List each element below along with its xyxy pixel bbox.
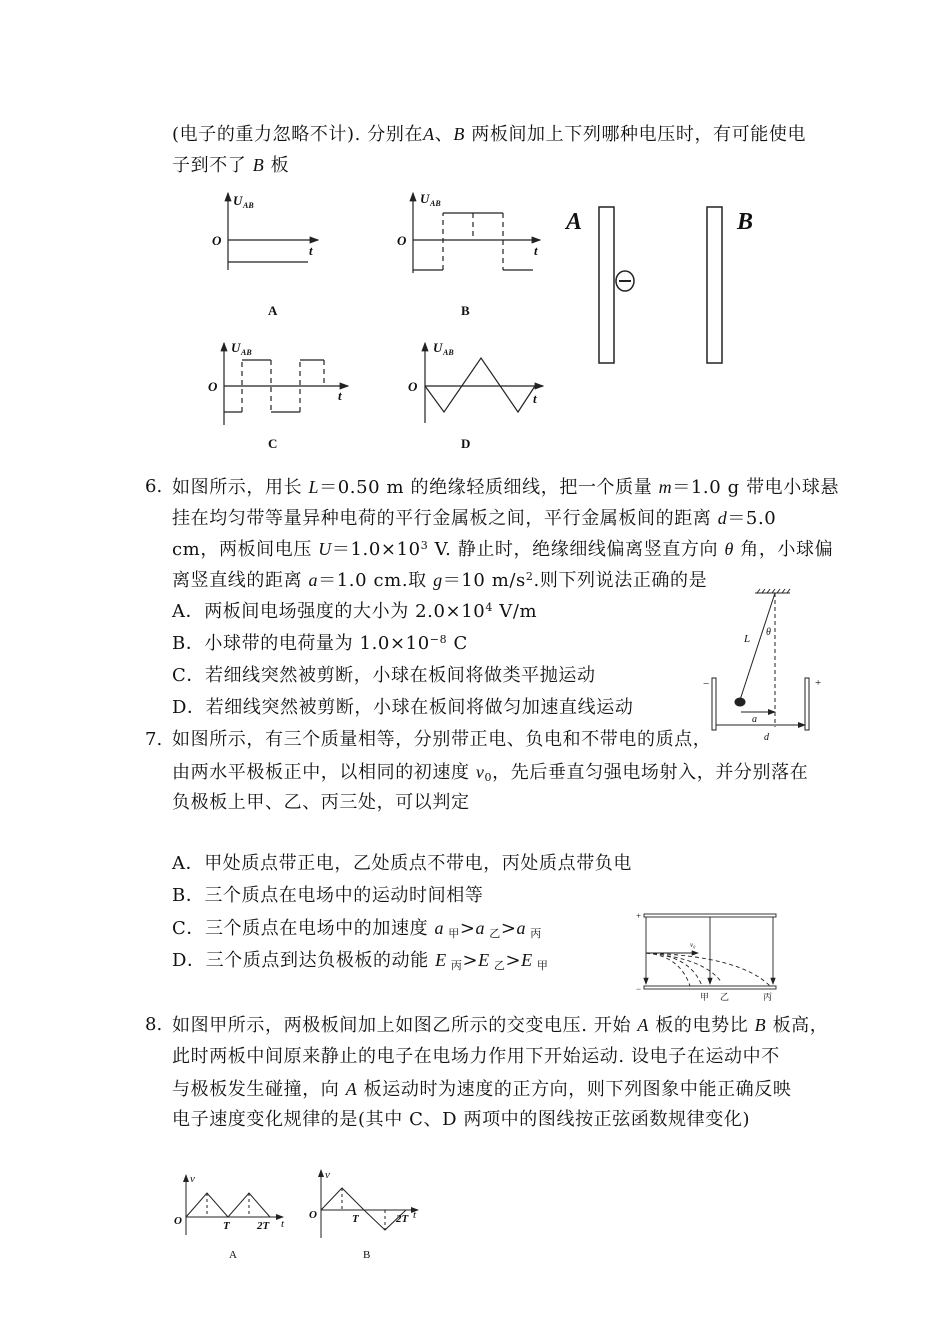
plate-b-label: B bbox=[737, 209, 754, 235]
svg-text:t: t bbox=[338, 388, 342, 403]
math-sub: 丙 bbox=[526, 927, 542, 940]
svg-text:t: t bbox=[534, 243, 538, 258]
voltage-graph-c bbox=[208, 340, 348, 451]
text-segment: 挂在均匀带等量异种电荷的平行金属板之间，平行金属板间的距离 bbox=[172, 508, 718, 529]
math-variable: A bbox=[345, 1079, 358, 1099]
math-sup: −8 bbox=[429, 633, 448, 646]
svg-text:U: U bbox=[233, 193, 243, 208]
math-variable: B bbox=[453, 124, 465, 144]
svg-text:T: T bbox=[352, 1213, 359, 1225]
text-segment: 板 bbox=[264, 155, 290, 176]
svg-text:+: + bbox=[815, 677, 822, 689]
math-sub: 丙 bbox=[446, 959, 463, 972]
text-segment: ＝1.0×10 bbox=[331, 539, 421, 560]
svg-text:d: d bbox=[764, 732, 769, 743]
svg-text:AB: AB bbox=[430, 199, 441, 208]
text-segment: > bbox=[505, 950, 522, 971]
text-segment: 子到不了 bbox=[172, 155, 253, 176]
text-segment: ＝1.0 g 带电小球悬 bbox=[672, 477, 840, 498]
svg-text:O: O bbox=[174, 1215, 182, 1227]
text-segment: 板高， bbox=[766, 1015, 829, 1036]
text-segment: 、 bbox=[434, 124, 454, 145]
math-sup: 2 bbox=[525, 570, 534, 583]
svg-text:T: T bbox=[223, 1220, 230, 1232]
text-segment: C．三个质点在电场中的加速度 bbox=[172, 918, 435, 939]
math-variable: g bbox=[433, 570, 443, 590]
text-segment: 如图甲所示，两极板间加上如图乙所示的交变电压. 开始 bbox=[172, 1015, 638, 1036]
svg-text:B: B bbox=[461, 303, 470, 318]
text-segment: 板的电势比 bbox=[648, 1015, 755, 1036]
math-sup: 4 bbox=[485, 601, 493, 614]
svg-text:2T: 2T bbox=[257, 1220, 270, 1232]
svg-text:O: O bbox=[397, 233, 407, 248]
math-variable: B bbox=[754, 1015, 767, 1035]
svg-text:U: U bbox=[231, 340, 241, 355]
text-segment: > bbox=[462, 950, 479, 971]
q7-deflection-figure bbox=[636, 911, 776, 1002]
math-variable: a bbox=[475, 918, 486, 938]
svg-text:乙: 乙 bbox=[720, 992, 730, 1002]
question-number: 8. bbox=[145, 1014, 163, 1035]
text-segment: A．甲处质点带正电，乙处质点不带电，丙处质点带负电 bbox=[172, 853, 632, 874]
text-segment: B．三个质点在电场中的运动时间相等 bbox=[172, 885, 484, 906]
svg-text:−: − bbox=[703, 678, 710, 690]
math-variable: m bbox=[658, 477, 673, 497]
svg-text:2T: 2T bbox=[396, 1213, 409, 1225]
svg-text:A: A bbox=[268, 303, 278, 318]
plate-a-label: A bbox=[566, 209, 583, 235]
math-variable: B bbox=[252, 155, 265, 175]
text-segment: ，先后垂直匀强电场射入，并分别落在 bbox=[492, 762, 809, 783]
text-segment: .则下列说法正确的是 bbox=[533, 570, 708, 591]
svg-text:丙: 丙 bbox=[763, 992, 773, 1002]
velocity-graph-b bbox=[309, 1169, 418, 1261]
svg-text:C: C bbox=[268, 436, 278, 451]
text-segment: 离竖直线的距离 bbox=[172, 570, 309, 591]
text-segment: D．若细线突然被剪断，小球在板间将做匀加速直线运动 bbox=[172, 697, 634, 718]
text-segment: 负极板上甲、乙、丙三处，可以判定 bbox=[172, 792, 470, 813]
svg-text:v: v bbox=[325, 1169, 330, 1181]
math-sup: 3 bbox=[420, 539, 429, 552]
svg-text:A: A bbox=[229, 1249, 237, 1261]
text-segment: D．三个质点到达负极板的动能 bbox=[172, 950, 436, 971]
svg-text:+: + bbox=[636, 911, 642, 921]
math-variable: L bbox=[308, 477, 320, 497]
text-segment: V/m bbox=[492, 601, 538, 622]
text-segment: C bbox=[447, 633, 468, 654]
svg-text:v: v bbox=[190, 1173, 195, 1185]
q6-pendulum-figure bbox=[703, 589, 821, 743]
text-segment: 如图所示，有三个质量相等，分别带正电、负电和不带电的质点， bbox=[172, 729, 712, 750]
question-number: 6. bbox=[145, 476, 163, 497]
svg-text:甲: 甲 bbox=[700, 992, 710, 1002]
text-segment: A．两板间电场强度的大小为 2.0×10 bbox=[172, 601, 486, 622]
text-segment: 如图所示，用长 bbox=[172, 477, 309, 498]
text-segment: ＝10 m/s bbox=[442, 570, 526, 591]
text-segment: ＝1.0 cm.取 bbox=[318, 570, 434, 591]
text-segment: 此时两板中间原来静止的电子在电场力作用下开始运动. 设电子在运动中不 bbox=[172, 1046, 780, 1067]
text-segment: 与极板发生碰撞，向 bbox=[172, 1079, 346, 1100]
svg-text:v₀: v₀ bbox=[690, 941, 696, 949]
math-variable: a bbox=[308, 570, 319, 590]
math-variable: A bbox=[423, 124, 435, 144]
svg-text:−: − bbox=[636, 984, 642, 994]
text-segment: B．小球带的电荷量为 1.0×10 bbox=[172, 633, 430, 654]
svg-text:B: B bbox=[363, 1249, 371, 1261]
voltage-graph-b bbox=[397, 191, 540, 318]
svg-text:t: t bbox=[533, 391, 537, 406]
math-sub: 乙 bbox=[489, 959, 506, 972]
text-segment: ＝5.0 bbox=[727, 508, 777, 529]
question-number: 7. bbox=[145, 729, 163, 750]
svg-text:AB: AB bbox=[443, 348, 454, 357]
text-segment: > bbox=[500, 918, 517, 939]
voltage-graph-a bbox=[212, 193, 318, 318]
math-variable: d bbox=[717, 508, 728, 528]
velocity-graph-a bbox=[174, 1173, 285, 1261]
text-segment: ＝0.50 m 的绝缘轻质细线，把一个质量 bbox=[319, 477, 659, 498]
svg-text:AB: AB bbox=[243, 201, 254, 210]
math-variable: a bbox=[516, 918, 527, 938]
math-sub: 甲 bbox=[532, 959, 549, 972]
math-sub: 0 bbox=[484, 771, 493, 784]
math-variable: E bbox=[435, 950, 447, 970]
math-sub: 乙 bbox=[485, 927, 501, 940]
svg-text:O: O bbox=[208, 379, 218, 394]
svg-text:t: t bbox=[281, 1218, 285, 1230]
math-variable: A bbox=[637, 1015, 649, 1035]
svg-text:L: L bbox=[744, 633, 751, 645]
svg-text:D: D bbox=[461, 436, 471, 451]
svg-text:O: O bbox=[408, 379, 418, 394]
text-segment: > bbox=[459, 918, 476, 939]
math-variable: E bbox=[478, 950, 490, 970]
svg-text:U: U bbox=[420, 191, 430, 206]
svg-text:θ: θ bbox=[766, 627, 771, 638]
text-segment: cm，两板间电压 bbox=[172, 539, 319, 560]
text-segment: C．若细线突然被剪断，小球在板间将做类平抛运动 bbox=[172, 665, 596, 686]
text-segment: 由两水平极板正中，以相同的初速度 bbox=[172, 762, 476, 783]
svg-text:t: t bbox=[413, 1209, 417, 1221]
svg-text:AB: AB bbox=[241, 348, 252, 357]
math-variable: v bbox=[475, 762, 485, 782]
text-segment: 两板间加上下列哪种电压时，有可能使电 bbox=[464, 124, 807, 145]
text-segment: V. 静止时，绝缘细线偏离竖直方向 bbox=[428, 539, 725, 560]
svg-text:a: a bbox=[752, 714, 757, 725]
text-segment: 电子速度变化规律的是(其中 C、D 两项中的图线按正弦函数规律变化) bbox=[172, 1109, 751, 1130]
text-segment: 角，小球偏 bbox=[733, 539, 834, 560]
math-variable: a bbox=[434, 918, 445, 938]
math-variable: E bbox=[521, 950, 533, 970]
math-sub: 甲 bbox=[444, 927, 460, 940]
svg-text:O: O bbox=[309, 1209, 317, 1221]
text-segment: (电子的重力忽略不计). 分别在 bbox=[172, 124, 424, 145]
plates-figure bbox=[564, 207, 753, 363]
math-variable: θ bbox=[724, 539, 734, 559]
svg-text:t: t bbox=[309, 243, 313, 258]
svg-text:O: O bbox=[212, 233, 222, 248]
text-segment: 板运动时为速度的正方向，则下列图象中能正确反映 bbox=[357, 1079, 792, 1100]
voltage-graph-d bbox=[408, 340, 543, 451]
math-variable: U bbox=[318, 539, 332, 559]
svg-text:U: U bbox=[433, 340, 443, 355]
